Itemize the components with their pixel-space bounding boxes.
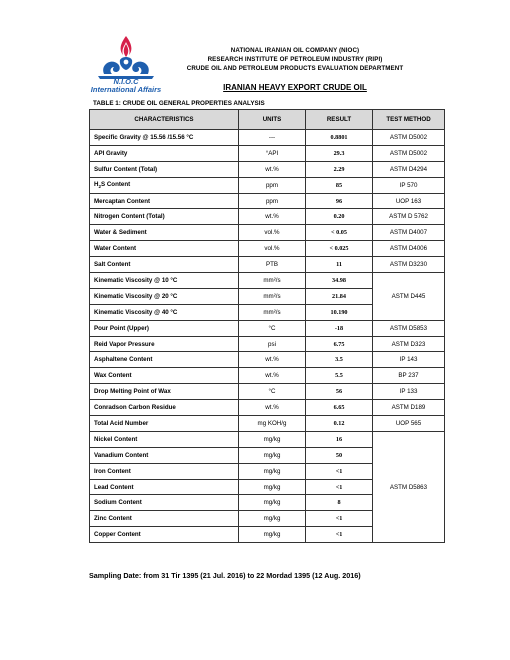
unit-cell: ppm	[239, 193, 306, 209]
table-row	[90, 130, 445, 146]
test-method-cell: ASTM D4006	[373, 241, 445, 257]
test-method-cell: ASTM D189	[373, 400, 445, 416]
characteristic-cell: Water Content	[90, 241, 239, 257]
characteristic-cell: Copper Content	[90, 527, 239, 543]
result-cell: 10.190	[306, 304, 373, 320]
table-row	[90, 320, 445, 336]
header-line-institute: RESEARCH INSTITUTE OF PETROLEUM INDUSTRY (RIPI)	[207, 56, 383, 63]
properties-table	[89, 109, 445, 543]
test-method-cell: IP 570	[373, 177, 445, 193]
characteristic-cell: Nitrogen Content (Total)	[90, 209, 239, 225]
table-row	[90, 273, 445, 289]
table-row	[90, 209, 445, 225]
result-cell: <1	[306, 479, 373, 495]
unit-cell: mm²/s	[239, 288, 306, 304]
result-cell: 8	[306, 495, 373, 511]
column-header-test-method: TEST METHOD	[373, 110, 445, 130]
table-row	[90, 416, 445, 432]
unit-cell: mg/kg	[239, 463, 306, 479]
result-cell: 85	[306, 177, 373, 193]
unit-cell: wt.%	[239, 161, 306, 177]
result-cell: 96	[306, 193, 373, 209]
result-cell: < 0.025	[306, 241, 373, 257]
result-cell: 6.65	[306, 400, 373, 416]
table-row	[90, 241, 445, 257]
characteristic-cell: Sulfur Content (Total)	[90, 161, 239, 177]
unit-cell: wt.%	[239, 400, 306, 416]
table-row	[90, 177, 445, 193]
unit-cell: mg/kg	[239, 511, 306, 527]
result-cell: 34.98	[306, 273, 373, 289]
characteristic-cell: Lead Content	[90, 479, 239, 495]
result-cell: -18	[306, 320, 373, 336]
result-cell: 5.5	[306, 368, 373, 384]
result-cell: 29.3	[306, 145, 373, 161]
characteristic-cell: Sodium Content	[90, 495, 239, 511]
unit-cell: mm²/s	[239, 304, 306, 320]
result-cell: 2.29	[306, 161, 373, 177]
characteristic-cell: Kinematic Viscosity @ 10 °C	[90, 273, 239, 289]
result-cell: 16	[306, 431, 373, 447]
table-row	[90, 225, 445, 241]
characteristic-cell: Conradson Carbon Residue	[90, 400, 239, 416]
unit-cell: °API	[239, 145, 306, 161]
characteristic-cell: Mercaptan Content	[90, 193, 239, 209]
characteristic-cell: Nickel Content	[90, 431, 239, 447]
unit-cell: ppm	[239, 177, 306, 193]
table-body	[90, 130, 445, 543]
header-line-department: CRUDE OIL AND PETROLEUM PRODUCTS EVALUATION DEPARTMENT	[186, 65, 404, 72]
result-cell: 21.84	[306, 288, 373, 304]
unit-cell: vol.%	[239, 241, 306, 257]
test-method-cell: BP 237	[373, 368, 445, 384]
test-method-cell: IP 133	[373, 384, 445, 400]
test-method-cell: ASTM D445	[373, 273, 445, 321]
characteristic-cell: Specific Gravity @ 15.56 /15.56 °C	[90, 130, 239, 146]
unit-cell: wt.%	[239, 368, 306, 384]
characteristic-cell: Pour Point (Upper)	[90, 320, 239, 336]
column-header-units: UNITS	[239, 110, 306, 130]
test-method-cell: ASTM D 5762	[373, 209, 445, 225]
characteristic-cell: Kinematic Viscosity @ 40 °C	[90, 304, 239, 320]
table-row	[90, 257, 445, 273]
characteristic-cell: Drop Melting Point of Wax	[90, 384, 239, 400]
logo-line-affairs: International Affairs	[90, 85, 162, 94]
unit-cell: wt.%	[239, 352, 306, 368]
header-line-company: NATIONAL IRANIAN OIL COMPANY (NIOC)	[230, 47, 360, 54]
table-row	[90, 193, 445, 209]
unit-cell: mg/kg	[239, 495, 306, 511]
table-row	[90, 352, 445, 368]
test-method-cell: ASTM D5002	[373, 130, 445, 146]
table-caption: TABLE 1: CRUDE OIL GENERAL PROPERTIES ANALYSIS	[93, 100, 265, 107]
unit-cell: wt.%	[239, 209, 306, 225]
table-row	[90, 384, 445, 400]
result-cell: < 0.05	[306, 225, 373, 241]
test-method-cell: IP 143	[373, 352, 445, 368]
test-method-cell: ASTM D4007	[373, 225, 445, 241]
characteristic-cell: Salt Content	[90, 257, 239, 273]
logo-line-nioc: N.I.O.C	[113, 77, 139, 86]
unit-cell: mg/kg	[239, 479, 306, 495]
table-header-row	[90, 110, 445, 130]
sampling-date: Sampling Date: from 31 Tir 1395 (21 Jul. 2016) to 22 Mordad 1395 (12 Aug. 2016)	[89, 571, 361, 580]
characteristic-cell: Iron Content	[90, 463, 239, 479]
test-method-cell: ASTM D5863	[373, 431, 445, 542]
table-row	[90, 161, 445, 177]
table-row	[90, 400, 445, 416]
characteristic-cell: Kinematic Viscosity @ 20 °C	[90, 288, 239, 304]
characteristic-cell: Water & Sediment	[90, 225, 239, 241]
table-row	[90, 431, 445, 447]
characteristic-cell: Vanadium Content	[90, 447, 239, 463]
table-row	[90, 145, 445, 161]
characteristic-cell: Zinc Content	[90, 511, 239, 527]
column-header-characteristics: CHARACTERISTICS	[90, 110, 239, 130]
unit-cell: vol.%	[239, 225, 306, 241]
characteristic-cell	[90, 177, 239, 193]
column-header-result: RESULT	[306, 110, 373, 130]
test-method-cell: UOP 163	[373, 193, 445, 209]
h2s-label: $H_2S$ Content	[94, 181, 131, 190]
unit-cell: mg/kg	[239, 527, 306, 543]
test-method-cell: ASTM D4294	[373, 161, 445, 177]
test-method-cell: ASTM D3230	[373, 257, 445, 273]
table-row	[90, 368, 445, 384]
unit-cell: °C	[239, 320, 306, 336]
result-cell: <1	[306, 527, 373, 543]
unit-cell: °C	[239, 384, 306, 400]
characteristic-cell: API Gravity	[90, 145, 239, 161]
characteristic-cell: Total Acid Number	[90, 416, 239, 432]
result-cell: 0.8801	[306, 130, 373, 146]
unit-cell: mg/kg	[239, 447, 306, 463]
result-cell: 50	[306, 447, 373, 463]
characteristic-cell: Reid Vapor Pressure	[90, 336, 239, 352]
unit-cell: psi	[239, 336, 306, 352]
test-method-cell: UOP 565	[373, 416, 445, 432]
unit-cell: ---	[239, 130, 306, 146]
unit-cell: mm²/s	[239, 273, 306, 289]
result-cell: 56	[306, 384, 373, 400]
result-cell: 6.75	[306, 336, 373, 352]
result-cell: 0.12	[306, 416, 373, 432]
table-row	[90, 336, 445, 352]
result-cell: 0.20	[306, 209, 373, 225]
test-method-cell: ASTM D323	[373, 336, 445, 352]
test-method-cell: ASTM D5002	[373, 145, 445, 161]
test-method-cell: ASTM D5853	[373, 320, 445, 336]
result-cell: <1	[306, 463, 373, 479]
characteristic-cell: Asphaltene Content	[90, 352, 239, 368]
document-title: IRANIAN HEAVY EXPORT CRUDE OIL	[223, 83, 367, 92]
characteristic-cell: Wax Content	[90, 368, 239, 384]
result-cell: 3.5	[306, 352, 373, 368]
document-header	[150, 46, 440, 73]
unit-cell: PTB	[239, 257, 306, 273]
result-cell: <1	[306, 511, 373, 527]
unit-cell: mg KOH/g	[239, 416, 306, 432]
unit-cell: mg/kg	[239, 431, 306, 447]
result-cell: 11	[306, 257, 373, 273]
